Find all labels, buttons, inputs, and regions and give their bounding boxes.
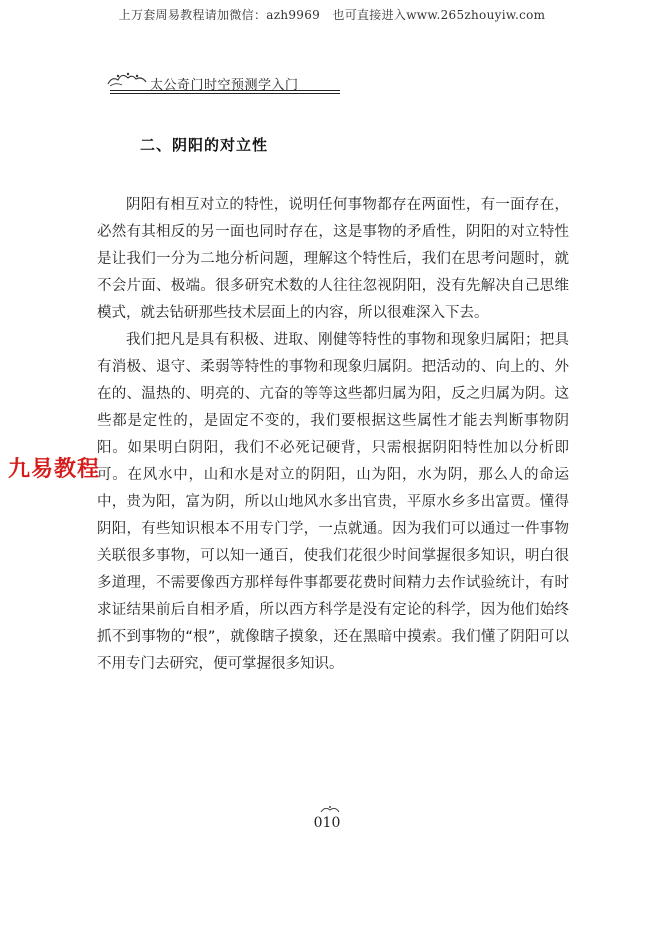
paragraph: 我们把凡是具有积极、进取、刚健等特性的事物和现象归属阳；把具有消极、退守、柔弱等特性的事物和现象归属阴。把活动的、向上的、外在的、温热的、明亮的、亢奋的等等这些都归属为阳，反之归属为阴。这些都是定性的，是固定不变的，我们要根据这些属性才能去判断事物阴阳。如果明白阴阳，我们不必死记硬背，只需根据阴阳特性加以分析即可。在风水中，山和水是对立的阴阳，山为阳，水为阴，那么人的命运中，贵为阳，富为阴，所以山地风水多出官贵，平原水乡多出富贾。懂得阴阳，有些知识根本不用专门学，一点就通。因为我们可以通过一件事物关联很多事物，可以知一通百，使我们花很少时间掌握很多知识，明白很多道理，不需要像西方那样每件事都要花费时间精力去作试验统计，有时求证结果前后自相矛盾，所以西方科学是没有定论的科学，因为他们始终抓不到事物的“根”，就像瞎子摸象，还在黑暗中摸索。我们懂了阴阳可以不用专门去研究，便可掌握很多知识。 bbox=[97, 332, 569, 672]
page-number: 010 bbox=[313, 815, 341, 831]
top-watermark: 上万套周易教程请加微信：azh9969 也可直接进入www.265zhouyiw.com bbox=[118, 8, 546, 22]
body-text bbox=[97, 192, 569, 678]
cloud-ornament-icon bbox=[104, 66, 150, 88]
header-rule bbox=[110, 90, 340, 91]
running-header-title: 太公奇门时空预测学入门 bbox=[150, 78, 299, 93]
side-watermark: 九易教程 bbox=[8, 457, 101, 482]
page-ornament-icon bbox=[319, 804, 341, 814]
section-title: 二、阴阳的对立性 bbox=[140, 136, 269, 154]
header-rule-thin bbox=[110, 93, 340, 94]
running-header bbox=[104, 66, 340, 96]
paragraph: 阴阳有相互对立的特性，说明任何事物都存在两面性，有一面存在，必然有其相反的另一面也同时存在，这是事物的矛盾性，阴阳的对立特性是让我们一分为二地分析问题，理解这个特性后，我们在思考问题时，就不会片面、极端。很多研究术数的人往往忽视阴阳，没有先解决自己思维模式，就去钻研那些技术层面上的内容，所以很难深入下去。 bbox=[97, 197, 569, 321]
